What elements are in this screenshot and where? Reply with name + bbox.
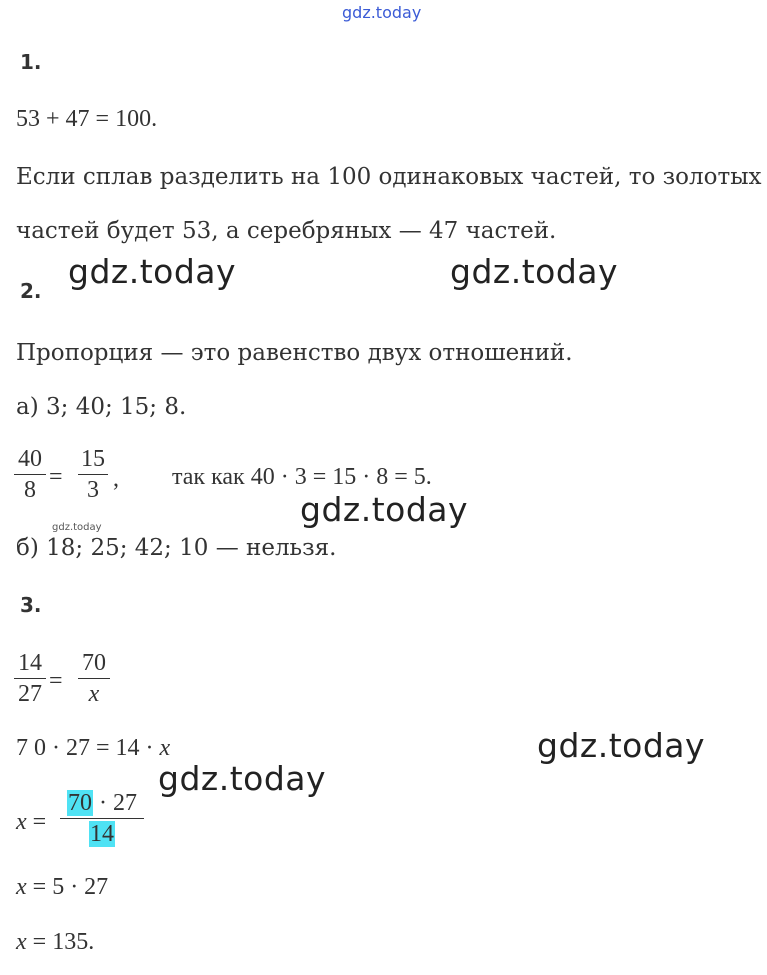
fraction-70x27-over-14 bbox=[60, 788, 144, 849]
expression: = 135. bbox=[26, 929, 95, 955]
task-3-line-4 bbox=[16, 874, 108, 901]
watermark: gdz.today bbox=[450, 252, 619, 291]
task-3-line-2 bbox=[16, 735, 170, 762]
numerator-rest: · 27 bbox=[93, 790, 137, 816]
denominator: 3 bbox=[87, 477, 99, 504]
denominator: 27 bbox=[18, 681, 42, 708]
variable-x: x bbox=[16, 929, 27, 955]
equals-sign: = bbox=[26, 809, 47, 835]
equals-sign: = bbox=[49, 668, 63, 694]
comma: , bbox=[113, 466, 119, 492]
watermark: gdz.today bbox=[300, 490, 469, 529]
task-2b-line: б) 18; 25; 42; 10 — нельзя. bbox=[16, 535, 337, 561]
variable-x: x bbox=[16, 809, 27, 835]
task-2-definition: Пропорция — это равенство двух отношений. bbox=[16, 340, 573, 366]
task-1-equation: 53 + 47 = 100. bbox=[16, 106, 158, 132]
numerator bbox=[60, 788, 144, 818]
numerator: 70 bbox=[82, 650, 106, 676]
expression: = 5 · 27 bbox=[26, 874, 109, 900]
task-1-text-line-2: частей будет 53, а серебряных — 47 частей. bbox=[16, 218, 557, 244]
expression: 7 0 · 27 = 14 · bbox=[16, 735, 160, 761]
numerator: 40 bbox=[18, 446, 42, 472]
task-1-number: 1. bbox=[20, 50, 42, 74]
denominator: x bbox=[88, 681, 100, 708]
small-watermark: gdz.today bbox=[52, 522, 102, 533]
task-3-number: 3. bbox=[20, 593, 42, 617]
task-1-text-line-1: Если сплав разделить на 100 одинаковых частей, то золотых bbox=[16, 164, 762, 190]
task-2-number: 2. bbox=[20, 279, 42, 303]
denominator: 8 bbox=[24, 477, 36, 504]
watermark: gdz.today bbox=[158, 759, 327, 798]
fraction-70-over-x bbox=[78, 648, 110, 709]
highlighted-70: 70 bbox=[68, 790, 92, 816]
variable-x: x bbox=[16, 874, 27, 900]
variable-x: x bbox=[159, 735, 171, 761]
task-3-line-3-lhs bbox=[16, 809, 46, 836]
task-2a-reason: так как 40 · 3 = 15 · 8 = 5. bbox=[172, 464, 432, 490]
fraction-15-over-3 bbox=[78, 444, 108, 505]
task-3-line-5 bbox=[16, 929, 94, 956]
watermark: gdz.today bbox=[68, 252, 237, 291]
highlighted-14: 14 bbox=[90, 821, 114, 848]
equals-sign: = bbox=[49, 464, 63, 490]
numerator: 15 bbox=[81, 446, 105, 472]
denominator bbox=[60, 819, 144, 849]
numerator: 14 bbox=[18, 650, 42, 676]
fraction-14-over-27 bbox=[14, 648, 46, 709]
fraction-40-over-8 bbox=[14, 444, 46, 505]
header-watermark: gdz.today bbox=[342, 3, 422, 22]
watermark: gdz.today bbox=[537, 726, 706, 765]
task-2a-line: а) 3; 40; 15; 8. bbox=[16, 394, 187, 420]
